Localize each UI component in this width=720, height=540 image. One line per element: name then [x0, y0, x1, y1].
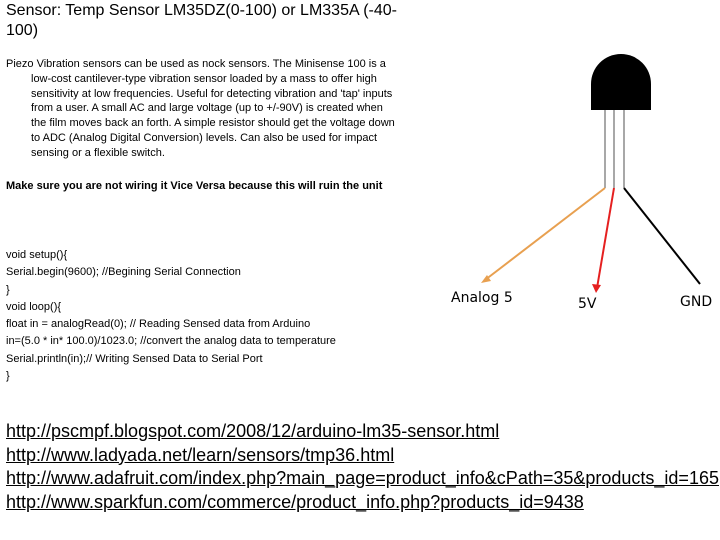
pin-label-analog: Analog 5	[451, 290, 513, 306]
code-line: void setup(){	[6, 249, 68, 261]
wire-gnd	[624, 188, 700, 284]
description-paragraph: Piezo Vibration sensors can be used as nock sensors. The Minisense 100 is a low-cost cantilever-type vibration sensor loaded by a mass to offer high sensitivity at low frequencies. Useful for detecting vibration and 'tap' inputs from a user. A small AC and large voltage (up to +/-90V) is created when the film moves back an forth. A simple resistor should get the voltage down to ADC (Analog Digital Conversion) levels. Can also be used for impact sensing or a flexible switch.	[6, 58, 395, 159]
wire-analog	[485, 188, 605, 280]
code-line: void loop(){	[6, 300, 62, 313]
pin-label-5v: 5V	[578, 296, 597, 312]
code-line: Serial.begin(9600); //Begining Serial Connection	[6, 266, 241, 279]
reference-link[interactable]: http://www.adafruit.com/index.php?main_page=product_info&cPath=35&products_id=165	[6, 468, 719, 488]
wire-5v-arrowhead	[592, 284, 601, 293]
code-line: }	[6, 370, 10, 383]
reference-links	[6, 420, 720, 514]
pin-label-gnd: GND	[680, 294, 713, 310]
wiring-warning: Make sure you are not wiring it Vice Versa because this will ruin the unit	[6, 180, 383, 192]
reference-link[interactable]: http://www.sparkfun.com/commerce/product_info.php?products_id=9438	[6, 491, 584, 512]
code-line: Serial.println(in);// Writing Sensed Data to Serial Port	[6, 352, 263, 365]
code-line: }	[6, 283, 10, 296]
slide-title: Sensor: Temp Sensor LM35DZ(0-100) or LM335A (-40-100)	[6, 2, 397, 39]
wire-5v	[597, 188, 614, 288]
reference-link[interactable]: http://www.ladyada.net/learn/sensors/tmp36.html	[6, 444, 395, 465]
reference-link[interactable]: http://pscmpf.blogspot.com/2008/12/arduino-lm35-sensor.html	[6, 421, 500, 441]
code-line: in=(5.0 * in* 100.0)/1023.0; //convert the analog data to temperature	[6, 335, 336, 348]
code-line: float in = analogRead(0); // Reading Sensed data from Arduino	[6, 318, 311, 331]
sensor-body	[591, 54, 651, 110]
